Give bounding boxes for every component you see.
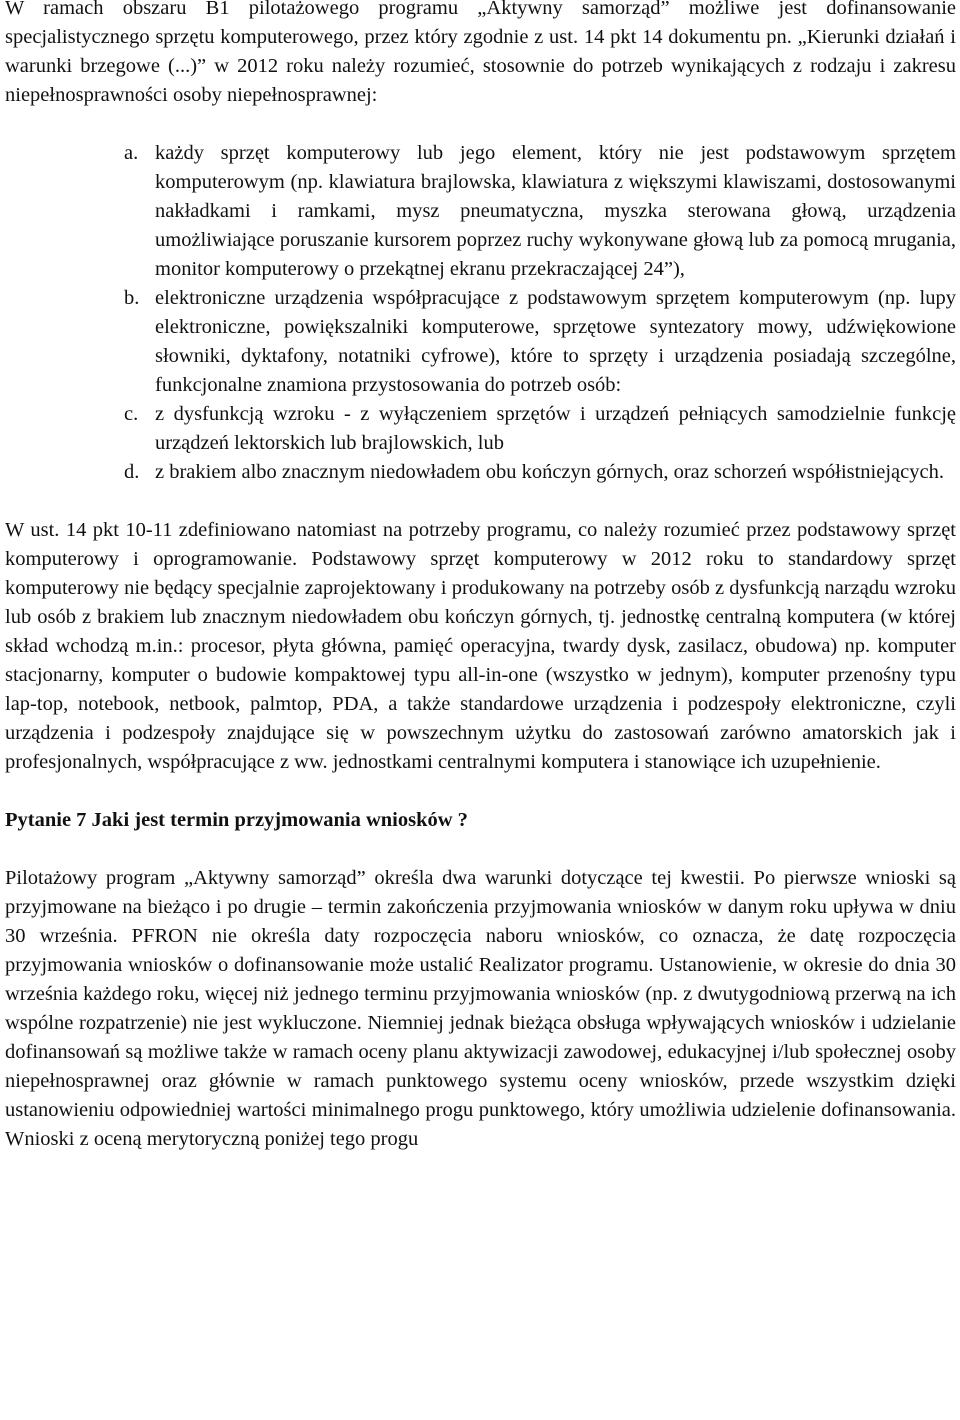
- list-item: [5, 284, 956, 400]
- list-item-text: elektroniczne urządzenia współpracujące z podstawowym sprzętem komputerowym (np. lupy elektroniczne, powiększalniki komputerowe, sprzętowe syntezatory mowy, udźwiękowione słowniki, dyktafony, notatniki cyfrowe), które to sprzęty i urządzenia posiadają szczególne, funkcjonalne znamiona przystosowania do potrzeb osób:: [155, 287, 956, 396]
- question-heading: Pytanie 7 Jaki jest termin przyjmowania wniosków ?: [5, 809, 468, 831]
- list-item-text: z dysfunkcją wzroku - z wyłączeniem sprzętów i urządzeń pełniących samodzielnie funkcję urządzeń lektorskich lub brajlowskich, lub: [155, 403, 956, 454]
- list-item: [5, 139, 956, 284]
- list-item: [5, 458, 956, 487]
- list-marker: b.: [124, 287, 140, 309]
- list-marker: a.: [124, 142, 139, 164]
- basic-equipment-paragraph: W ust. 14 pkt 10-11 zdefiniowano natomiast na potrzeby programu, co należy rozumieć przez podstawowy sprzęt komputerowy i oprogramowanie. Podstawowy sprzęt komputerowy w 2012 roku to standardowy sprzęt komputerowy nie będący specjalnie zaprojektowany i produkowany na potrzeby osób z dysfunkcją narządu wzroku lub osób z brakiem lub znacznym niedowładem obu kończyn górnych, tj. jednostkę centralną komputera (w której skład wchodzą m.in.: procesor, płyta główna, pamięć operacyjna, twardy dysk, zasilacz, obudowa) np. komputer stacjonarny, komputer o budowie kompaktowej typu all-in-one (wszystko w jednym), komputer przenośny typu lap-top, notebook, netbook, palmtop, PDA, a także standardowe urządzenia i podzespoły elektroniczne, czyli urządzenia i podzespoły znajdujące się w powszechnym użytku do zastosowań zarówno amatorskich jak i profesjonalnych, współpracujące z ww. jednostkami centralnymi komputera i stanowiące ich uzupełnienie.: [5, 519, 956, 773]
- list-marker: c.: [124, 403, 139, 425]
- list-marker: d.: [124, 461, 140, 483]
- intro-paragraph: W ramach obszaru B1 pilotażowego programu „Aktywny samorząd” możliwe jest dofinansowanie specjalistycznego sprzętu komputerowego, przez który zgodnie z ust. 14 pkt 14 dokumentu pn. „Kierunki działań i warunki brzegowe (...)” w 2012 roku należy rozumieć, stosownie do potrzeb wynikających z rodzaju i zakresu niepełnosprawności osoby niepełnosprawnej:: [5, 0, 956, 106]
- list-item: [5, 400, 956, 458]
- criteria-list: [5, 139, 956, 487]
- application-deadline-paragraph: Pilotażowy program „Aktywny samorząd” określa dwa warunki dotyczące tej kwestii. Po pierwsze wnioski są przyjmowane na bieżąco i po drugie – termin zakończenia przyjmowania wniosków w danym roku upływa w dniu 30 września. PFRON nie określa daty rozpoczęcia naboru wniosków, co oznacza, że datę rozpoczęcia przyjmowania wniosków o dofinansowanie może ustalić Realizator programu. Ustanowienie, w okresie do dnia 30 września każdego roku, więcej niż jednego terminu przyjmowania wniosków (np. z dwutygodniową przerwą na ich wspólne rozpatrzenie) nie jest wykluczone. Niemniej jednak bieżąca obsługa wpływających wniosków i udzielanie dofinansowań są możliwe także w ramach oceny planu aktywizacji zawodowej, edukacyjnej i/lub społecznej osoby niepełnosprawnej oraz głównie w ramach punktowego systemu oceny wniosków, przede wszystkim dzięki ustanowieniu odpowiedniej wartości minimalnego progu punktowego, który umożliwia udzielenie dofinansowania. Wnioski z oceną merytoryczną poniżej tego progu: [5, 867, 956, 1150]
- list-item-text: z brakiem albo znacznym niedowładem obu kończyn górnych, oraz schorzeń współistniejących.: [155, 461, 944, 483]
- list-item-text: każdy sprzęt komputerowy lub jego element, który nie jest podstawowym sprzętem komputerowym (np. klawiatura brajlowska, klawiatura z większymi klawiszami, dostosowanymi nakładkami i ramkami, mysz pneumatyczna, myszka sterowana głową, urządzenia umożliwiające poruszanie kursorem poprzez ruchy wykonywane głową lub za pomocą mrugania, monitor komputerowy o przekątnej ekranu przekraczającej 24”),: [155, 142, 956, 280]
- document-page: [5, 0, 956, 1154]
